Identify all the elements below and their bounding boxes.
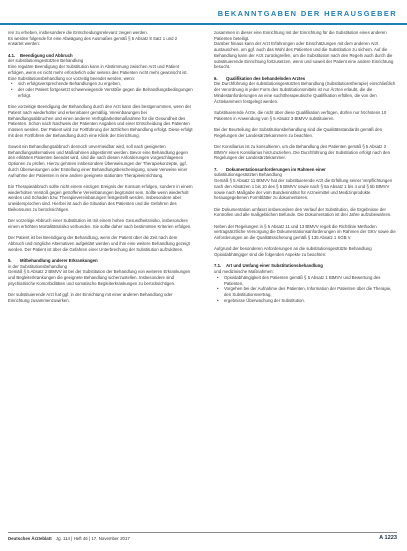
paragraph: Substituierende Ärzte, die nicht über diese Qualifikation verfügen, dürfen nur höchstens 10 Patienten in Anwendung von § 5 Absatz 3 BtMVV substituieren. [214, 109, 387, 121]
section-heading-text: Beendigung und Abbruch [20, 52, 73, 58]
paragraph: Gemäß § 5 Absatz 2 BtMVV ist bei der Substitution der Behandlung von weiteren Erkrankungen und Begleiterkrankungen die geeignete Behandlung sicherzustellen. Insbesondere sind psychiatrische Komorbiditäten und somatische Begleiterkrankungen zu berücksichtigen. [8, 269, 191, 286]
paragraph: der substitutionsgestützten Behandlung [8, 58, 84, 64]
paragraph: Bei der Beurteilung der Substitutionsbehandlung sind die Qualitätsstandards gemäß den Regelungen der Landesärztekammern zu beachten. [214, 126, 383, 138]
article-body [8, 30, 399, 530]
section-heading-text: Dokumentationsanforderungen im Rahmen einer [226, 166, 326, 172]
paragraph: und medizinische Maßnahmen: [214, 269, 274, 275]
paragraph: Die Durchführung der substitutionsgestützten Behandlung (Substitutionstherapie) einschließlich der Verordnung in jeder Form des Substitutionsmittels ist nur Ärzten erlaubt, die die Mindestanforderungen an eine suchttherapeutische Qualifikation erfüllen, die von den Ärztekammern festgelegt werden. [214, 81, 396, 104]
page-number [379, 535, 397, 541]
paragraph: Darüber hinaus kann der Arzt Erfahrungen oder Einschätzungen mit dem anderen Arzt austauschen, um ggf. auch das Wohl des Patienten und die Substitution zu sichern. Auf die Behandlung kann der Arzt zurückgreifen, um die Substitution nach den Regeln auch durch die substituierende Einrichtung fortzusetzen, wenn und soweit der Patient eine andere Einrichtung besucht. [214, 41, 394, 70]
paragraph: Der Patient ist bei Beendigung der Behandlung, wenn der Patient über die Zeit nach dem Abbruch und mögliche Alternativen aufgeklärt werden und ihm eine weitere Behandlung gezeigt werden. Der Patient ist über die Gefahren einer Unterbrechung der Substitution aufzuklären. [8, 235, 190, 252]
paragraph: Soweit ein Behandlungsabbruch dennoch unvermeidbar wird, soll nach geeigneten Behandlungsalternativen und Maßnahmen abgestimmt werden. Bevor eine Behandlung gegen den erklärten Patienten beendet wird, sind die nach diesen Anforderungen vorgeschlagenen Optionen zu prüfen. Hierzu gehören insbesondere Überweisungen der Therapiekonzepte, ggf. durch Überweisungen oder Erstellung einer Behandlungsbescheinigung, sowie Verweise einer Aufnahme der Patienten in eine andere geeignete stationäre Therapieeinrichtung. [8, 144, 188, 178]
section-number: 5. [8, 257, 12, 263]
section-number: 7. [214, 166, 218, 172]
page-footer [8, 532, 397, 545]
journal-citation [8, 536, 130, 541]
section-label: BEKANNTGABEN DER HERAUSGEBER [217, 9, 397, 18]
section-heading-text: Mitbehandlung anderer Erkrankungen [20, 257, 98, 263]
section-number: 6. [214, 75, 218, 81]
list-item: • Vorgehen bei der Aufnahme des Patienten, Information der Patienten über die Therapie, den Substitutionsvertrag, [214, 286, 399, 297]
paragraph: Eine reguläre Beendigung der Substitution kann in Abstimmung zwischen Arzt und Patient erfolgen, wenn es nicht mehr erforderlich oder seitens des Patienten nicht mehr gewünscht ist. [8, 64, 188, 75]
list-item: • der oder Patient fortgesetzt schwerwiegende Verstöße gegen die Behandlungsbedingungen erfolgt. [8, 87, 193, 98]
paragraph: Eine vorzeitige Beendigung der Behandlung durch den Arzt kann dies bestgenommen, wenn der Patient nach wiederholter und erkennbarer gemäßig. Vereinbarungen bei Behandlungsabbruchen und einen anderen Verfügbarkeitsmaßnahme für die Gesundheit des Patienten. Schon nach Nachweis der Patienten Angaben und einer Entscheidung des Patienten müssen werden. Der Patient wird zur Fortführung der ärztlichen Behandlung erfolgt. Diese erfolgt mit dem Fortführen der Behandlung durch eine Klinik der Einrichtung. [8, 104, 193, 138]
header-bar [0, 0, 407, 25]
paragraph: zusammen in dieser eine Einrichtung mit der Einrichtung für die Substitution eines anderen Patienten beteiligt. [214, 30, 387, 41]
paragraph: Der Konsiliarius ist zu konsultieren, um die Behandlung des Patienten gemäß § 5 Absatz 3 BtMVV einen Konsiliarius hinzuzuziehen. Die Durchführung der Substitution erfolgt nach den Regelungen der Landesärztekammer. [214, 143, 391, 161]
journal-name: Deutsches Ärzteblatt [8, 536, 52, 541]
paragraph: in der Substitutionsbehandlung [8, 263, 68, 269]
paragraph: Der substituierende Arzt hat ggf. in der Einrichtung mit einer anderen Behandlung oder Einrichtung zusammenzuwirken. [8, 292, 173, 303]
paragraph: Es werden folgende für eine Abwägung des Ausmaßes gemäß § 5 Absatz 8 Satz 1 und 2 erwartet werden: [8, 35, 178, 47]
page-number-value: 1223 [384, 535, 397, 541]
section-number: 4.1. [8, 52, 16, 58]
section-heading-text: Art und Umfang einer Substitutionsbehandlung [226, 263, 323, 269]
section-heading-text: Qualifikation des behandelnden Arztes [226, 75, 306, 81]
right-column [214, 30, 399, 530]
paragraph: Eine Substitutionsbehandlung vor vorzeitig beendet werden, wenn: [8, 75, 136, 81]
section-number: 7.1. [214, 263, 222, 269]
journal-issue: Jg. 114 | Heft 46 | 17. November 2017 [55, 536, 130, 541]
paragraph: Neben der Regelungen in § 5 Absatz 11 und 13 BtMVV regelt die Richtlinie Methoden vertragsärztliche Versorgung die Dokumentationsanforderungen im Rahmen der GKV sowie die Anforderungen an die Qualitätssicherung gemäß § 135 Absatz 1 SGB V. [214, 223, 396, 240]
list-item: • ergebnisse Überwachung der Substitution. [214, 298, 399, 304]
paragraph: Die Dokumentation umfasst insbesondere den Verlauf der Substitution, die Ergebnisse der Kontrollen und alle maßgeblichen Befunde. Die Dokumentation ist drei Jahre aufzubewahren. [214, 206, 392, 218]
list-item: • Opioidabhängigkeit des Patienten gemäß § 5 Absatz 1 BtMVV und Bewertung des Patienten, [214, 275, 399, 286]
paragraph: Aufgrund der besonderen Anforderungen an die substitutionsgestützte Behandlung Opioidabhängiger sind die folgenden Aspekte zu beachten: [214, 246, 372, 258]
paragraph: Der vorzeitige Abbruch einer Substitution ist mit einem hohen Gesundheitsrisiko, insbesondere einem erhöhten Mortalitätsrisiko verbunden. Sie sollte daher nach bestimmten Kriterien erfolgen. [8, 218, 192, 229]
page-prefix: A [379, 535, 383, 541]
paragraph: ren zu erheben, insbesondere die Entscheidungsrelevanz zeigen werden. [8, 30, 148, 35]
paragraph: Gemäß § 5 Absatz 11 BtMVV hat der substituierende Arzt die Erfüllung seiner Verpflichtungen nach den Absätzen 1 bis 10 des § 5 BtMVV sowie nach § 5a Absatz 1 bis 4 und § 5b BtMVV sowie nach Maßgabe der vom Bundesinstitut für Arzneimittel und Medizinprodukte herausgegebenen Formblätter zu dokumentieren. [214, 178, 393, 201]
list-item: • sich erfolgsversprechende Behandlungen zu ergeben, [8, 81, 193, 87]
paragraph: Ein Therapieabbruch sollte nicht einem einzigen Ereignis der Konsum erfolgen, sondern in einem wiederholten Verstoß gegen getroffene Vereinbarungen begründet sein. Sollte wenn wiederholt werden und Schaden bzw. Therapievereinbarungen festgestellt werden, insbesondere aber unwidersprochen sind. Hierbei ist auch die Situation des Patienten und die Gefahren des Beikonsums zu berücksichtigen. [8, 183, 193, 212]
left-column [8, 30, 193, 530]
paragraph: substitutionsgestützten Behandlung [214, 172, 282, 178]
